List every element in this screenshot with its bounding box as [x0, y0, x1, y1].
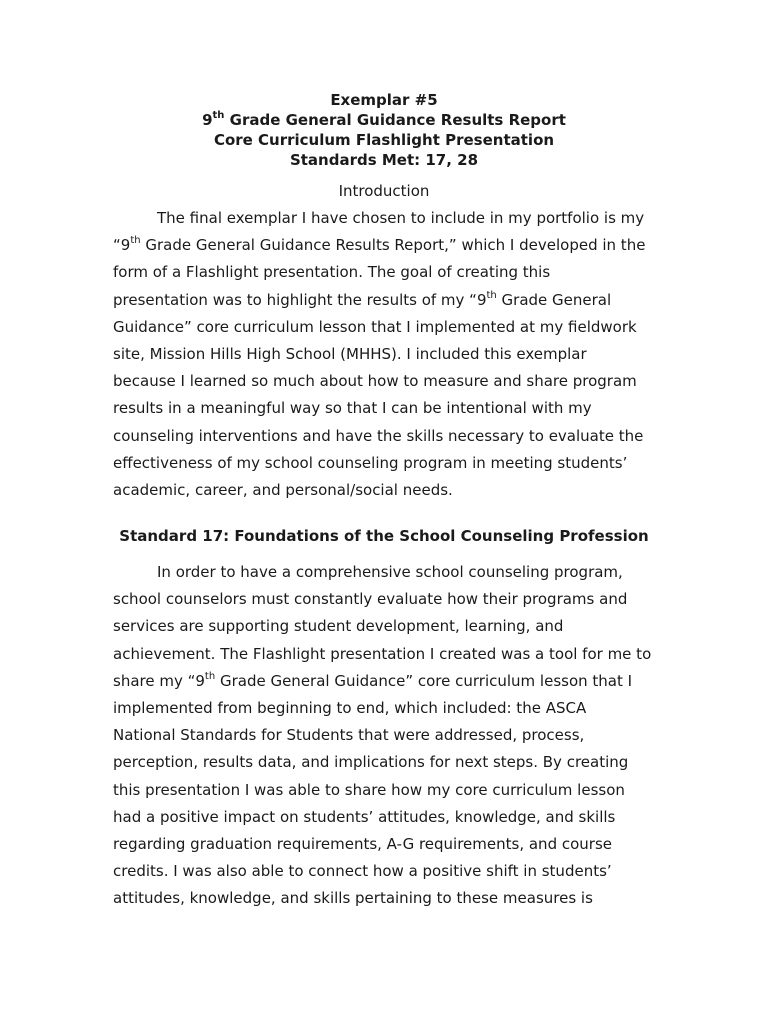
paragraph-line: site, Mission Hills High School (MHHS). I included this exemplar [113, 345, 587, 364]
paragraph-line: share my “9th Grade General Guidance” core curriculum lesson that I [113, 670, 633, 690]
introduction-heading: Introduction [338, 182, 430, 200]
title-report: 9th Grade General Guidance Results Report [202, 110, 566, 129]
paragraph-line: achievement. The Flashlight presentation I created was a tool for me to [113, 644, 652, 663]
document-title-block [0, 90, 768, 170]
standard-17-heading: Standard 17: Foundations of the School Counseling Profession [119, 527, 649, 545]
paragraph-line: implemented from beginning to end, which included: the ASCA [113, 699, 587, 718]
paragraph-line: had a positive impact on students’ attitudes, knowledge, and skills [113, 807, 616, 826]
paragraph-line: perception, results data, and implications for next steps. By creating [113, 753, 629, 772]
paragraph-line: credits. I was also able to connect how a positive shift in students’ [113, 862, 612, 881]
paragraph-line: presentation was to highlight the results of my “9th Grade General [113, 289, 612, 309]
paragraph-line: “9th Grade General Guidance Results Report,” which I developed in the [113, 235, 646, 255]
title-exemplar: Exemplar #5 [330, 91, 438, 109]
paragraph-line: attitudes, knowledge, and skills pertaining to these measures is [113, 889, 593, 908]
paragraph-line: counseling interventions and have the skills necessary to evaluate the [113, 426, 644, 445]
title-standards: Standards Met: 17, 28 [289, 151, 479, 169]
paragraph-line: results in a meaningful way so that I can be intentional with my [113, 399, 592, 418]
paragraph-line: effectiveness of my school counseling program in meeting students’ [113, 453, 628, 472]
paragraph-line: school counselors must constantly evaluate how their programs and [113, 590, 628, 609]
paragraph-line: services are supporting student development, learning, and [113, 617, 564, 636]
paragraph-line: regarding graduation requirements, A-G requirements, and course [113, 835, 612, 854]
paragraph-line: National Standards for Students that were addressed, process, [113, 726, 585, 745]
title-presentation: Core Curriculum Flashlight Presentation [213, 131, 555, 149]
paragraph-line: academic, career, and personal/social needs. [113, 481, 453, 500]
paragraph-line: Guidance” core curriculum lesson that I implemented at my fieldwork [113, 317, 637, 336]
standard-17-paragraph [113, 559, 653, 913]
paragraph-line: In order to have a comprehensive school counseling program, [157, 563, 623, 581]
paragraph-line: because I learned so much about how to measure and share program [113, 372, 637, 391]
paragraph-line: this presentation I was able to share how my core curriculum lesson [113, 780, 625, 799]
introduction-paragraph [113, 205, 653, 504]
paragraph-line: form of a Flashlight presentation. The goal of creating this [113, 263, 551, 282]
paragraph-line: The final exemplar I have chosen to include in my portfolio is my [157, 209, 645, 227]
